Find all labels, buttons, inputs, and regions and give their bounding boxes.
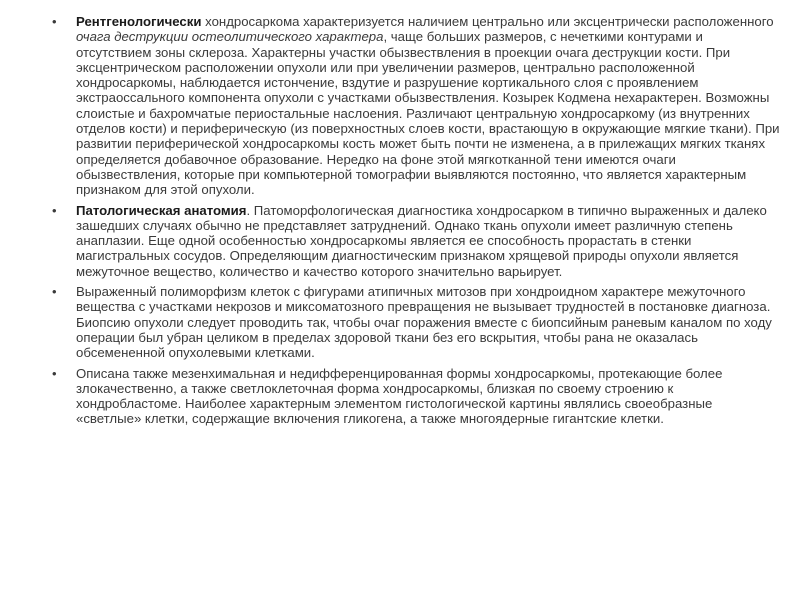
radiology-italic-phrase: очага деструкции остеолитического характера: [76, 29, 384, 45]
paragraph-radiology: [52, 14, 780, 198]
bullet-list: [52, 14, 780, 432]
radiology-text-part1: хондросаркома характеризуется наличием центрально или эксцентрически расположенного: [201, 14, 774, 29]
bullet-icon: •: [52, 14, 57, 29]
paragraph-forms: [52, 366, 780, 427]
bullet-icon: •: [52, 284, 57, 300]
bullet-icon: •: [52, 365, 57, 381]
pathology-text: . Патоморфологическая диагностика хондросарком в типично выраженных и далеко зашедших случаях обычно не представляет затруднений. Однако ткань опухоли имеет различную степень анаплазии. Еще одной особенностью хондросаркомы является ее способность прорастать в стенки магистральных сосудов. Определяющим диагностическим признаком хрящевой природы опухоли является межуточное вещество, количество и качество которого значительно варьирует.: [76, 202, 767, 279]
polymorphism-text: Выраженный полиморфизм клеток с фигурами атипичных митозов при хондроидном характере межуточного вещества с участками некрозов и миксоматозного превращения не вызывает трудностей в постановке диагноза. Биопсию опухоли следует проводить так, чтобы очаг поражения вместе с биопсийным раневым каналом по ходу операции был убран целиком в пределах здоровой ткани без его вскрытия, чтобы рана не оказалась обсемененной опухолевыми клетками.: [76, 284, 772, 361]
bullet-icon: •: [52, 202, 57, 218]
term-pathology: Патологическая анатомия: [76, 202, 247, 218]
paragraph-pathology: [52, 203, 780, 279]
radiology-text-part2: , чаще больших размеров, с нечеткими контурами и отсутствием зоны склероза. Характерны участки обызвествления в проекции очага деструкции кости. При эксцентрическом расположении опухоли или при увеличении размеров, центрально расположенной хондросаркомы, наблюдается истончение, вздутие и разрушение кортикального слоя с проявлением экстраоссального компонента опухоли с участками обызвествления. Козырек Кодмена нехарактерен. Возможны слоистые и бахромчатые периостальные наслоения. Различают центральную хондросаркому (из внутренних отделов кости) и периферическую (из поверхностных слоев кости, врастающую в окружающие мягкие ткани). При развитии периферической хондросаркомы кость может быть почти не изменена, а в прилежащих мягких тканях определяется добавочное образование. Нередко на фоне этой мягкотканной тени имеются очаги обызвествления, которые при компьютерной томографии выявляются постоянно, что является характерным признаком для этой опухоли.: [76, 29, 780, 198]
term-radiology: Рентгенологически: [76, 14, 202, 29]
forms-text: Описана также мезенхимальная и недифференцированная формы хондросаркомы, протекающие более злокачественно, а также светлоклеточная форма хондросаркомы, близкая по своему строению к хондробластоме. Наиболее характерным элементом гистологической картины являлись своеобразные «светлые» клетки, содержащие включения гликогена, а также многоядерные гигантские клетки.: [76, 365, 723, 427]
paragraph-polymorphism: [52, 284, 780, 360]
